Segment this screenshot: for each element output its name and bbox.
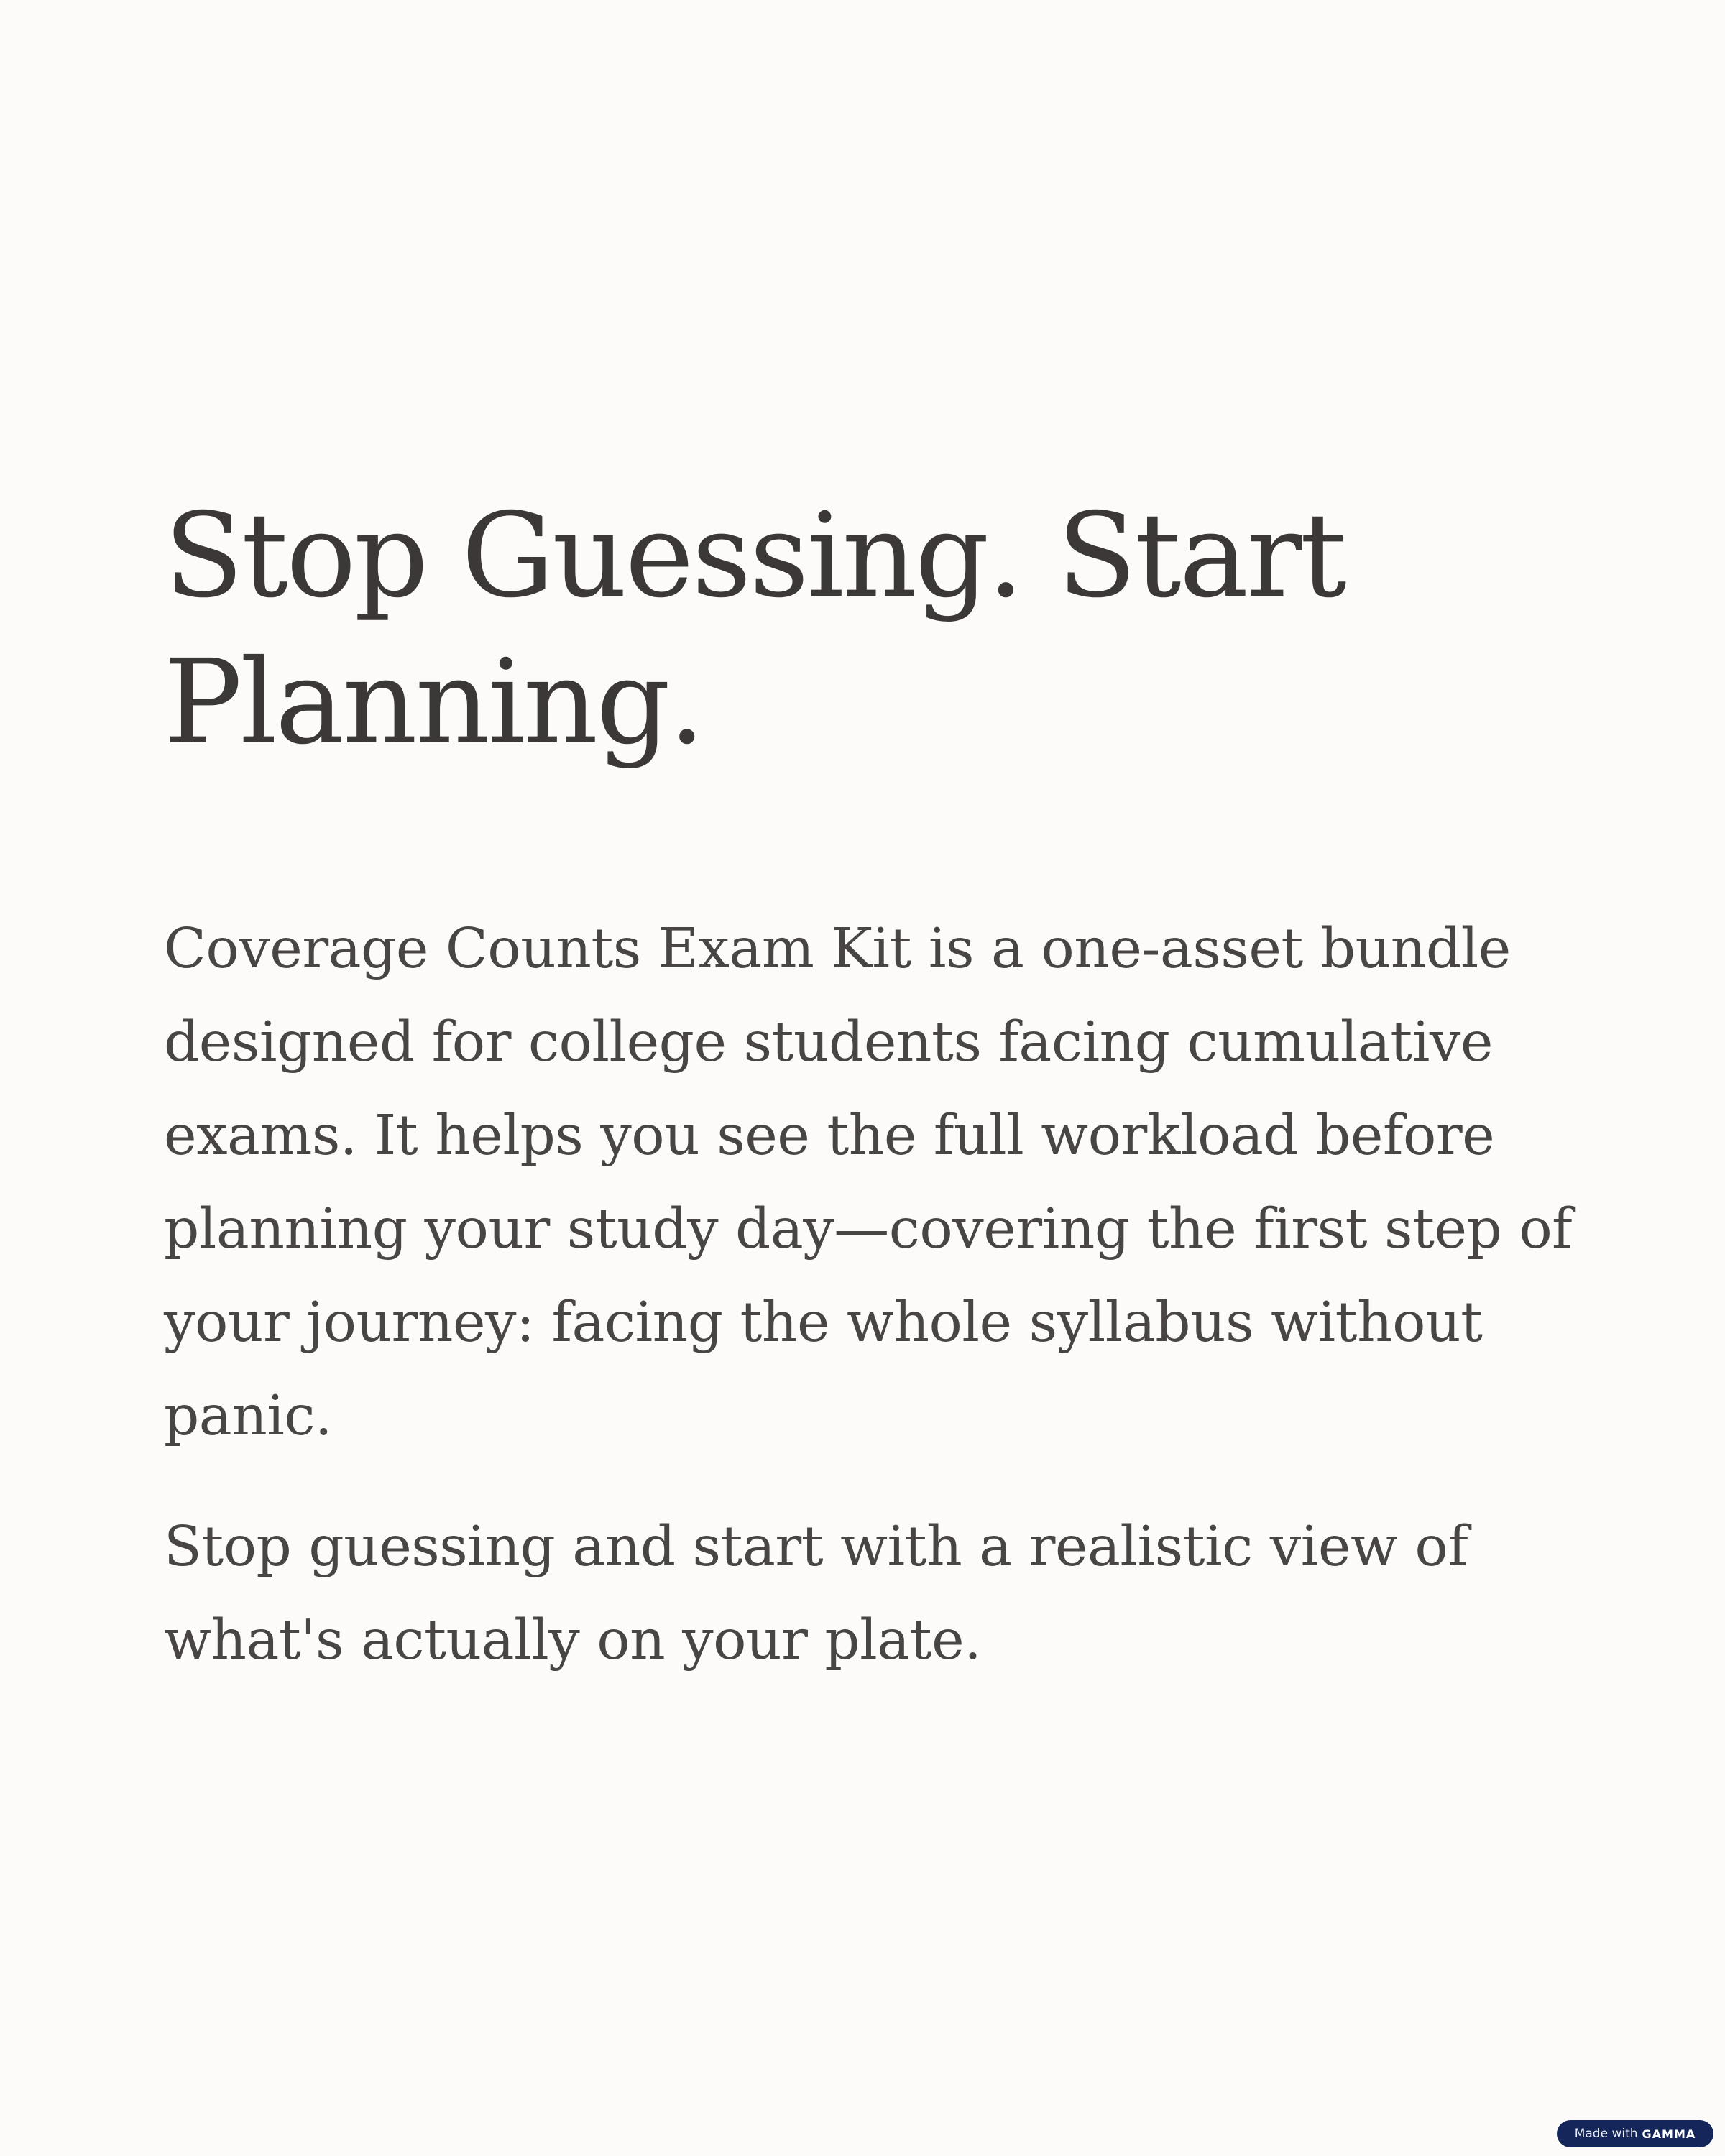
body-paragraph-closing: Stop guessing and start with a realistic view of what's actually on your plate.: [164, 1515, 1468, 1672]
page-title: Stop Guessing. Start Planning.: [164, 489, 1345, 770]
slide-content: [164, 483, 1573, 1687]
made-with-gamma-badge[interactable]: [1557, 2120, 1714, 2147]
body-paragraph-intro: Coverage Counts Exam Kit is a one-asset bundle designed for college students facing cumulative exams. It helps you see the full workload before planning your study day—covering the first step of your journey: facing the whole syllabus without panic.: [164, 917, 1573, 1448]
badge-prefix-text: Made with: [1574, 2127, 1638, 2141]
gamma-logo: GAMMA: [1642, 2127, 1696, 2141]
